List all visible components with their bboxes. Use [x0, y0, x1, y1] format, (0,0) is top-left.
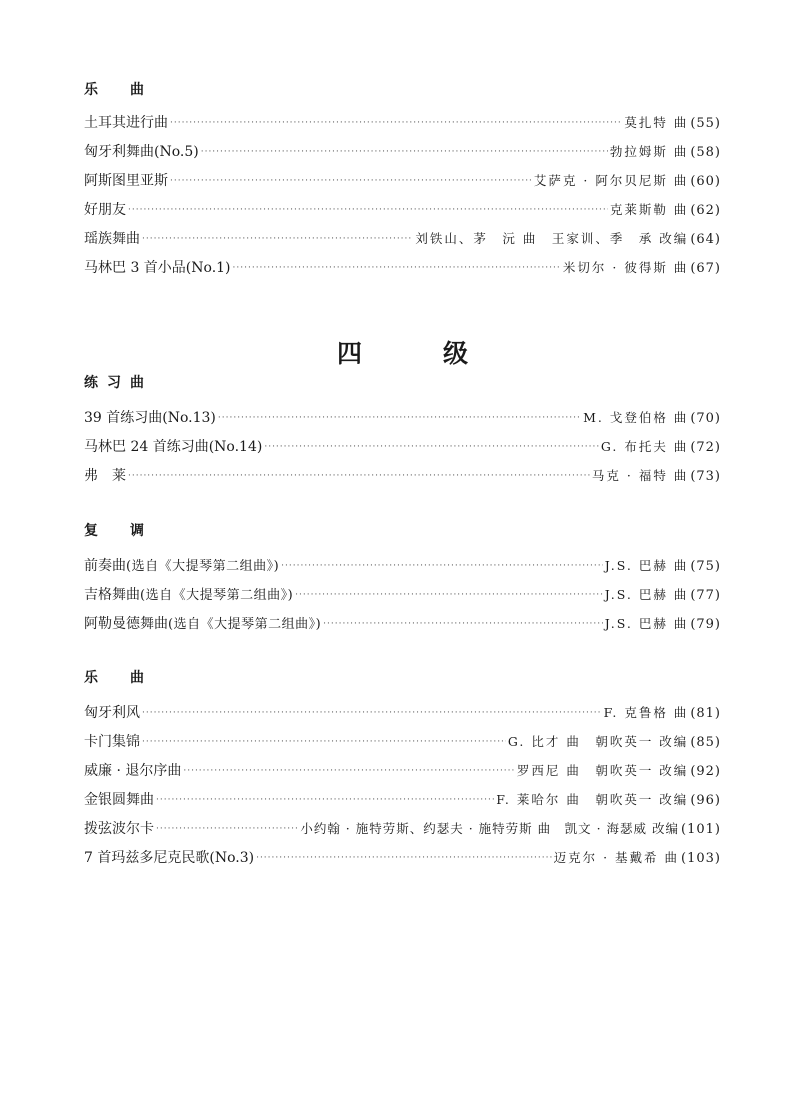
entry-title: 土耳其进行曲: [84, 115, 168, 131]
entry-title: [84, 581, 293, 610]
entry-credit: 勃拉姆斯 曲: [609, 144, 689, 159]
entry-credit: G. 比才 曲 朝吹英一 改编: [507, 734, 689, 749]
toc-entry[interactable]: [84, 432, 721, 461]
dot-leader: [201, 138, 608, 167]
toc-entry[interactable]: [84, 785, 721, 814]
dot-leader: [142, 728, 506, 757]
entry-credit: 克莱斯勒 曲: [609, 202, 689, 217]
entry-title-main: 阿勒曼德舞曲: [84, 616, 168, 632]
grade-title: 四 级: [336, 339, 496, 368]
entry-title: 马林巴 3 首小品(No.1): [84, 260, 231, 276]
dot-leader: [183, 757, 515, 786]
entry-title: 卡门集锦: [84, 734, 140, 750]
entry-page-number: (70): [690, 411, 721, 426]
entry-page-number: (60): [690, 174, 721, 189]
entry-title: 威廉 · 退尔序曲: [84, 763, 182, 779]
toc-entry[interactable]: [84, 756, 721, 785]
entry-page-number: (77): [690, 588, 721, 603]
entry-title: 好朋友: [84, 202, 126, 218]
entry-page-number: (62): [690, 203, 721, 218]
dot-leader: [256, 844, 552, 873]
entry-page-number: (96): [690, 793, 721, 808]
toc-section-polyphony: [84, 521, 721, 638]
toc-entry[interactable]: [84, 814, 721, 843]
entry-title-source: (选自《大提琴第二组曲》): [140, 588, 294, 603]
dot-leader: [281, 552, 603, 581]
entry-title: 马林巴 24 首练习曲(No.14): [84, 439, 263, 455]
entry-credit: 小约翰 · 施特劳斯、约瑟夫 · 施特劳斯 曲 凯文 · 海瑟威 改编: [300, 821, 680, 836]
toc-entry[interactable]: [84, 461, 721, 490]
toc-entry[interactable]: [84, 403, 721, 432]
entry-title: 金银圆舞曲: [84, 792, 154, 808]
entry-page-number: (92): [690, 764, 721, 779]
dot-leader: [218, 404, 581, 433]
entry-title: 拨弦波尔卡: [84, 821, 154, 837]
section-heading: 乐 曲: [84, 82, 153, 98]
entry-title: 匈牙利舞曲(No.5): [84, 144, 199, 160]
dot-leader: [128, 462, 590, 491]
entry-credit: J.S. 巴赫 曲: [604, 616, 689, 631]
entry-page-number: (73): [690, 469, 721, 484]
toc-section-etudes: [84, 373, 721, 490]
entry-credit: F. 克鲁格 曲: [603, 705, 689, 720]
toc-entry[interactable]: [84, 609, 721, 638]
toc-section-pieces-grade4: [84, 668, 721, 872]
toc-entry[interactable]: [84, 253, 721, 282]
dot-leader: [264, 433, 599, 462]
dot-leader: [142, 699, 602, 728]
dot-leader: [323, 610, 603, 639]
toc-entry[interactable]: [84, 195, 721, 224]
dot-leader: [233, 254, 561, 283]
toc-entry[interactable]: [84, 108, 721, 137]
entry-page-number: (101): [681, 822, 721, 837]
entry-title-main: 吉格舞曲: [84, 587, 140, 603]
toc-entry[interactable]: [84, 727, 721, 756]
dot-leader: [170, 167, 532, 196]
entry-credit: M. 戈登伯格 曲: [583, 410, 689, 425]
entry-title: [84, 552, 279, 581]
entry-credit: 艾萨克 · 阿尔贝尼斯 曲: [533, 173, 689, 188]
toc-entry[interactable]: [84, 698, 721, 727]
toc-entry[interactable]: [84, 843, 721, 872]
entry-credit: J.S. 巴赫 曲: [604, 587, 689, 602]
dot-leader: [295, 581, 603, 610]
dot-leader: [170, 109, 622, 138]
entry-page-number: (85): [690, 735, 721, 750]
toc-entry[interactable]: [84, 580, 721, 609]
entry-credit: J.S. 巴赫 曲: [604, 558, 689, 573]
entry-title: 匈牙利风: [84, 705, 140, 721]
toc-entry[interactable]: [84, 137, 721, 166]
entry-title-main: 前奏曲: [84, 558, 126, 574]
dot-leader: [156, 815, 298, 844]
dot-leader: [128, 196, 608, 225]
section-heading: 乐 曲: [84, 670, 153, 686]
dot-leader: [142, 225, 413, 254]
entry-page-number: (64): [690, 232, 721, 247]
entry-title: 39 首练习曲(No.13): [84, 410, 216, 426]
toc-section-pieces-grade3: [84, 80, 721, 282]
toc-entry[interactable]: [84, 166, 721, 195]
entry-credit: 米切尔 · 彼得斯 曲: [562, 260, 689, 275]
entry-credit: 刘铁山、茅 沅 曲 王家训、季 承 改编: [415, 231, 689, 246]
entry-credit: G. 布托夫 曲: [600, 439, 689, 454]
entry-page-number: (79): [690, 617, 721, 632]
section-heading: 复 调: [84, 523, 153, 539]
entry-title: 阿斯图里亚斯: [84, 173, 168, 189]
entry-title: [84, 610, 321, 639]
entry-credit: 迈克尔 · 基戴希 曲: [553, 850, 680, 865]
entry-credit: 罗西尼 曲 朝吹英一 改编: [516, 763, 689, 778]
entry-page-number: (75): [690, 559, 721, 574]
entry-page-number: (81): [690, 706, 721, 721]
entry-page-number: (103): [681, 851, 721, 866]
entry-title-source: (选自《大提琴第二组曲》): [126, 559, 280, 574]
entry-title: 瑶族舞曲: [84, 231, 140, 247]
entry-page-number: (72): [690, 440, 721, 455]
toc-entry[interactable]: [84, 224, 721, 253]
toc-entry[interactable]: [84, 551, 721, 580]
entry-credit: F. 莱哈尔 曲 朝吹英一 改编: [496, 792, 689, 807]
dot-leader: [156, 786, 494, 815]
entry-page-number: (58): [690, 145, 721, 160]
entry-credit: 莫扎特 曲: [624, 115, 689, 130]
entry-title: 7 首玛兹多尼克民歌(No.3): [84, 850, 255, 866]
entry-credit: 马克 · 福特 曲: [591, 468, 689, 483]
entry-title-source: (选自《大提琴第二组曲》): [168, 617, 322, 632]
entry-page-number: (55): [690, 116, 721, 131]
entry-title: 弗 莱: [84, 468, 126, 484]
entry-page-number: (67): [690, 261, 721, 276]
section-heading: 练习曲: [84, 375, 153, 391]
